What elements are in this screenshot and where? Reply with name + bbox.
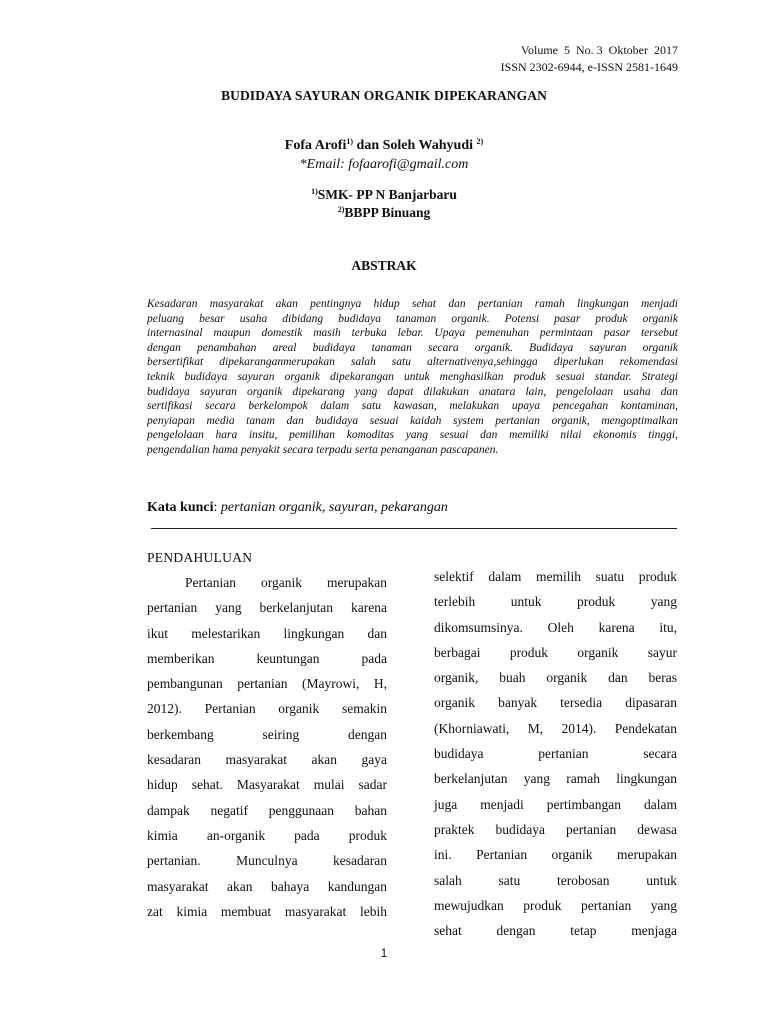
affiliation-2 — [0, 204, 768, 222]
body-line: pertanian yang berkelanjutan karena — [147, 600, 387, 616]
body-line: selektif dalam memilih suatu produk — [434, 569, 677, 584]
body-line: sehat dengan tetap menjaga — [434, 923, 677, 939]
abstract-line: peluang besar usaha dibidang budidaya tanaman organik. Potensi pasar produk organik — [147, 312, 678, 325]
journal-volume: Volume 5 No. 3 Oktober 2017 — [520, 43, 678, 57]
abstract-line: sertifikasi secara berkelompok dalam satu kawasan, melakukan upaya pencegahan kontaminan, — [147, 400, 678, 413]
author-1-affil-sup: 1) — [346, 137, 354, 146]
affiliation-1-name: SMK- PP N Banjarbaru — [317, 187, 457, 202]
body-line: (Khorniawati, M, 2014). Pendekatan — [434, 720, 677, 736]
body-line: organik, buah organik dan beras — [434, 670, 677, 686]
body-line: kimia an-organik pada produk — [147, 827, 387, 843]
author-names — [0, 136, 768, 155]
body-line: hidup sehat. Masyarakat mulai sadar — [147, 777, 387, 793]
body-line: berbagai produk organik sayur — [434, 644, 677, 660]
journal-issn: ISSN 2302-6944, e-ISSN 2581-1649 — [500, 60, 678, 74]
body-line: memberikan keuntungan pada — [147, 650, 387, 666]
body-line: mewujudkan produk pertanian yang — [434, 897, 677, 913]
body-line: berkembang seiring dengan — [147, 726, 387, 742]
body-column-left — [147, 545, 387, 924]
body-line: ini. Pertanian organik merupakan — [434, 847, 677, 863]
abstract-line: pengendalian hama penyakit secara terpadu serta penanganan pascapanen. — [147, 443, 499, 456]
body-line: pertanian. Munculnya kesadaran — [147, 853, 387, 869]
author-block — [0, 136, 768, 174]
body-line: terlebih untuk produk yang — [434, 594, 677, 610]
body-line: dampak negatif penggunaan bahan — [147, 802, 387, 818]
section-divider — [151, 528, 677, 529]
body-line: pembangunan pertanian (Mayrowi, H, — [147, 676, 387, 692]
abstract-line: teknik budidaya sayuran organik dipekarangan untuk menghasilkan produk sesuai standar. Strategi — [147, 370, 678, 383]
keywords-separator: : — [213, 500, 221, 515]
body-line: organik banyak tersedia dipasaran — [434, 695, 677, 711]
body-line: praktek budidaya pertanian dewasa — [434, 821, 677, 837]
body-line: zat kimia membuat masyarakat lebih — [147, 903, 387, 919]
abstract-line: budidaya sayuran organik dipekarang yang dapat dilakukan anatara lain, pengelolaan usaha dan — [147, 385, 678, 398]
author-email: *Email: fofaarofi@gmail.com — [299, 157, 469, 172]
keywords — [147, 500, 448, 516]
affiliation-2-sup: 2) — [337, 205, 345, 214]
body-line: budidaya pertanian secara — [434, 746, 677, 762]
abstract-heading: ABSTRAK — [351, 258, 417, 273]
abstract-line: internasinal maupun domestik masih terbuka lebar. Upaya pemenuhan permintaan pasar tersebut — [147, 327, 678, 340]
journal-info — [501, 42, 678, 76]
paper-title: BUDIDAYA SAYURAN ORGANIK DIPEKARANGAN — [221, 88, 547, 103]
abstract-line: Kesadaran masyarakat akan pentingnya hidup sehat dan pertanian ramah lingkungan menjadi — [147, 298, 678, 310]
keywords-label: Kata kunci — [147, 500, 214, 515]
body-line: salah satu terobosan untuk — [434, 872, 677, 888]
abstract-body — [147, 297, 678, 458]
abstract-line: penyiapan media tanam dan budidaya sesuai kaidah system pertanian organik, mengoptimalkan — [147, 414, 678, 427]
abstract-line: bersertifikat dipekaranganmerupakan salah satu alternativenya,sehingga diperlukan rekomendasi — [147, 356, 678, 369]
affiliation-2-name: BBPP Binuang — [344, 205, 431, 220]
affiliation-1 — [0, 186, 768, 204]
body-line: masyarakat akan bahaya kandungan — [147, 878, 387, 894]
body-line: ikut melestarikan lingkungan dan — [147, 625, 387, 641]
body-line: Pertanian organik merupakan — [185, 575, 387, 590]
author-joiner: dan Soleh Wahyudi — [353, 138, 477, 153]
author-1: Fofa Arofi — [284, 138, 347, 153]
body-column-right — [434, 564, 677, 943]
abstract-line: pengelolaan hara insitu, pemilihan komoditas yang sesuai dan memiliki nilai ekonomis tinggi, — [147, 429, 678, 442]
affiliations — [0, 186, 768, 222]
page-number: 1 — [380, 946, 388, 960]
author-2-affil-sup: 2) — [476, 137, 484, 146]
keywords-value: pertanian organik, sayuran, pekarangan — [220, 500, 448, 515]
body-line: kesadaran masyarakat akan gaya — [147, 752, 387, 768]
body-line: juga menjadi pertimbangan dalam — [434, 796, 677, 812]
abstract-line: dengan penambahan areal budidaya tanaman secara organik. Budidaya sayuran organik — [147, 341, 678, 354]
body-line: berkelanjutan yang ramah lingkungan — [434, 771, 677, 787]
body-line: 2012). Pertanian organik semakin — [147, 701, 387, 717]
affiliation-1-sup: 1) — [311, 187, 318, 196]
section-heading: PENDAHULUAN — [147, 550, 253, 565]
body-line: dikomsumsinya. Oleh karena itu, — [434, 619, 677, 635]
